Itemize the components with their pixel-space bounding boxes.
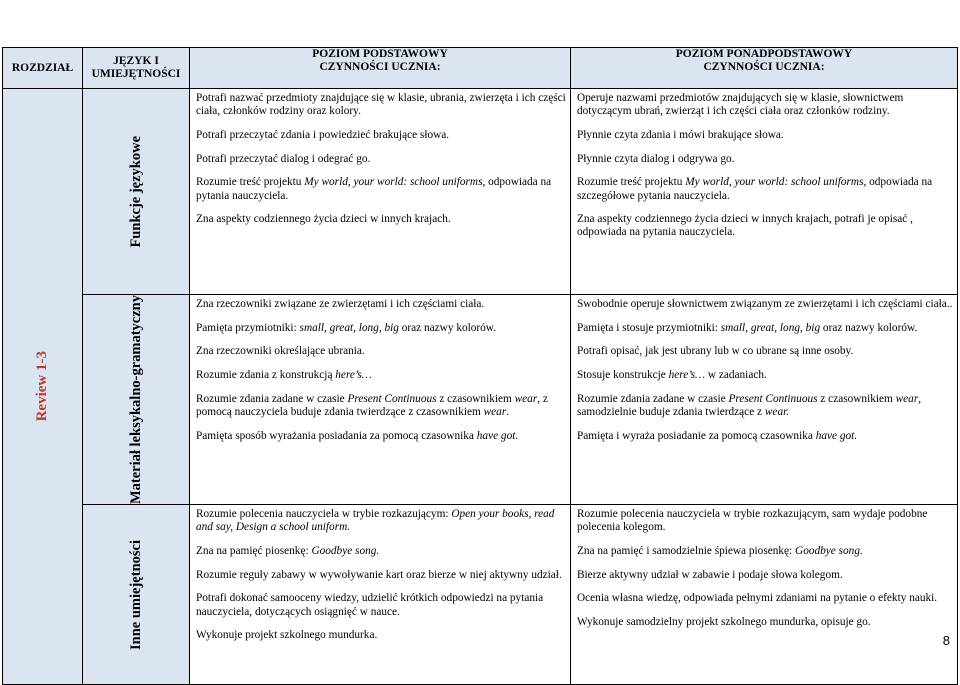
skill-item: Wykonuje samodzielny projekt szkolnego mundurka, opisuje go. <box>577 616 871 629</box>
section-label-cell <box>83 295 190 505</box>
skill-item: Pamięta i stosuje przymiotniki: small, great, long, big oraz nazwy kolorów. <box>577 321 918 334</box>
skill-item: Rozumie zdania zadane w czasie Present Continuous z czasownikiem wear, samodzielnie buduje zdania twierdzące z wear. <box>577 392 922 419</box>
skill-item: Zna aspekty codziennego życia dzieci w innych krajach, potrafi je opisać , odpowiada na pytania nauczyciela. <box>577 213 913 239</box>
skill-item: Rozumie zdania zadane w czasie Present Continuous z czasownikiem wear, z pomocą nauczyciela buduje zdania twierdzące z czasownikiem wear. <box>196 392 548 419</box>
basic-cell <box>190 89 571 295</box>
header-ponad-title: POZIOM PONADPODSTAWOWY <box>675 48 853 60</box>
advanced-cell <box>571 505 958 685</box>
header-poziom-ponadpodstawowy <box>571 48 958 89</box>
skill-item: Płynnie czyta zdania i mówi brakujące słowa. <box>577 128 784 141</box>
skill-item: Pamięta przymiotniki: small, great, long, big oraz nazwy kolorów. <box>196 321 497 334</box>
header-podstawowy-sub: CZYNNOŚCI UCZNIA: <box>319 61 441 73</box>
skill-item: Pamięta sposób wyrażania posiadania za pomocą czasownika have got. <box>196 429 519 442</box>
skill-item: Potrafi przeczytać dialog i odegrać go. <box>196 152 371 165</box>
header-jezyk: JĘZYK I UMIEJĘTNOŚCI <box>83 48 190 89</box>
skill-item: Zna na pamięć i samodzielnie śpiewa piosenkę: Goodbye song. <box>577 544 863 557</box>
basic-cell <box>190 505 571 685</box>
header-rozdzial: ROZDZIAŁ <box>3 48 83 89</box>
skill-item: Pamięta i wyraża posiadanie za pomocą czasownika have got. <box>577 429 858 442</box>
chapter-label: Review 1-3 <box>33 351 50 422</box>
skill-item: Ocenia własna wiedzę, odpowiada pełnymi zdaniami na pytanie o efekty nauki. <box>577 592 938 605</box>
page-number: 8 <box>942 633 950 648</box>
skill-item: Potrafi przeczytać zdania i powiedzieć brakujące słowa. <box>196 128 450 141</box>
section-label: Materiał leksykalno-gramatyczny <box>128 295 144 505</box>
skill-item: Rozumie zdania z konstrukcją here’s… <box>196 369 372 382</box>
advanced-cell <box>571 89 958 295</box>
skill-item: Potrafi dokonać samooceny wiedzy, udzielić krótkich odpowiedzi na pytania nauczyciela, dotyczących osiągnięć w nauce. <box>196 592 544 618</box>
skill-item: Rozumie polecenia nauczyciela w trybie rozkazującym: Open your books, read and say, Design a school uniform. <box>196 508 555 534</box>
skill-item: Stosuje konstrukcje here’s… w zadaniach. <box>577 369 767 382</box>
skill-item: Wykonuje projekt szkolnego mundurka. <box>196 629 378 642</box>
skill-item: Swobodnie operuje słownictwem związanym ze zwierzętami i ich częściami ciała.. <box>577 298 953 310</box>
chapter-cell <box>3 89 83 685</box>
section-label: Funkcje językowe <box>128 135 144 248</box>
basic-cell <box>190 295 571 505</box>
skill-item: Rozumie treść projektu My world, your world: school uniforms, odpowiada na szczegółowe pytania nauczyciela. <box>577 176 933 202</box>
skill-item: Rozumie reguły zabawy w wywoływanie kart oraz bierze w niej aktywny udział. <box>196 568 562 581</box>
skill-item: Potrafi opisać, jak jest ubrany lub w co ubrane są inne osoby. <box>577 345 854 358</box>
curriculum-table <box>2 47 958 685</box>
advanced-cell <box>571 295 958 505</box>
skill-item: Zna na pamięć piosenkę: Goodbye song. <box>196 544 380 557</box>
header-poziom-podstawowy <box>190 48 571 89</box>
skill-item: Rozumie treść projektu My world, your world: school uniforms, odpowiada na pytania nauczyciela. <box>196 176 552 202</box>
section-row-material <box>3 295 958 505</box>
skill-item: Bierze aktywny udział w zabawie i podaje słowa kolegom. <box>577 568 843 581</box>
skill-item: Zna rzeczowniki określające ubrania. <box>196 345 365 358</box>
skill-item: Operuje nazwami przedmiotów znajdujących się w klasie, słownictwem dotyczącym ubrań, zwierząt i ich części ciała oraz członków rodziny. <box>577 92 904 118</box>
section-label-cell <box>83 505 190 685</box>
header-ponad-sub: CZYNNOŚCI UCZNIA: <box>703 61 825 73</box>
skill-item: Płynnie czyta dialog i odgrywa go. <box>577 152 735 165</box>
header-podstawowy-title: POZIOM PODSTAWOWY <box>312 48 448 60</box>
section-row-inne <box>3 505 958 685</box>
section-row-funkcje <box>3 89 958 295</box>
section-label-cell <box>83 89 190 295</box>
skill-item: Zna rzeczowniki związane ze zwierzętami i ich częściami ciała. <box>196 298 485 310</box>
section-label: Inne umiejętności <box>128 539 144 650</box>
skill-item: Rozumie polecenia nauczyciela w trybie rozkazującym, sam wydaje podobne polecenia kolegom. <box>577 508 928 534</box>
header-row <box>3 48 958 89</box>
skill-item: Zna aspekty codziennego życia dzieci w innych krajach. <box>196 213 451 226</box>
skill-item: Potrafi nazwać przedmioty znajdujące się w klasie, ubrania, zwierzęta i ich części ciała, członków rodziny oraz kolory. <box>196 92 566 118</box>
